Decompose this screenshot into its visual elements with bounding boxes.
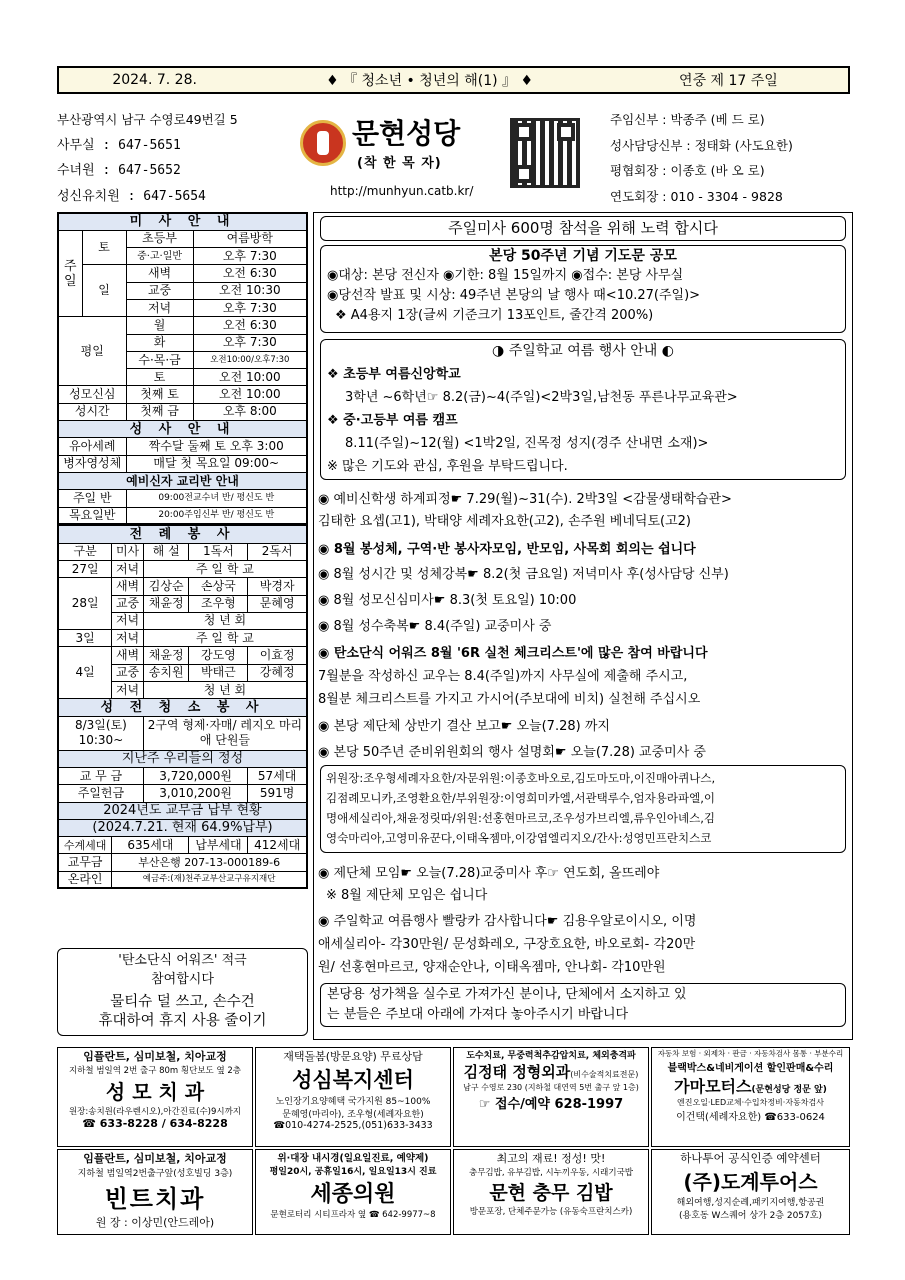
committee-line: 김점례모니카,조영환요한/부위원장:이영희미카엘,서관택루수,엄자용라파엘,이: [326, 791, 715, 805]
ad-line: 최고의 재료! 정성! 맛!: [496, 1152, 606, 1165]
mass: 저녁: [112, 630, 144, 647]
header-bar: [57, 66, 850, 94]
ad-dental-2: [57, 1149, 253, 1235]
mass: 저녁: [112, 612, 144, 629]
ad-line: 도수치료, 무중력척추감압치료, 체외충격파: [466, 1051, 636, 1061]
mass-kind: 중·고·일반: [126, 248, 193, 265]
ad-orthopedics: [453, 1047, 649, 1147]
parish-contacts: [57, 107, 238, 209]
name: 김상순: [143, 578, 189, 595]
ad-line: (비수술적치료전문): [570, 1070, 639, 1079]
paid-label: 납부세대: [189, 837, 248, 854]
sunday-offering-label: 주일헌금: [58, 785, 143, 802]
name: 박태근: [189, 664, 248, 681]
hymn-line: 본당용 성가책을 실수로 가져가신 분이나, 단체에서 소지하고 있: [327, 987, 687, 1002]
day: 28일: [58, 578, 112, 630]
day: 4일: [58, 647, 112, 699]
ad-name: 김정태 정형외과: [463, 1063, 571, 1081]
group: 주 일 학 교: [143, 630, 307, 647]
mass-time: 오후 7:30: [193, 334, 307, 351]
mass: 새벽: [112, 647, 144, 664]
tithe-amount: 3,720,000원: [143, 767, 247, 784]
notice-item: ※ 8월 제단체 모임은 쉽니다: [326, 888, 488, 903]
ad-welfare: [255, 1047, 451, 1147]
mass-kind: 토: [126, 369, 193, 386]
ad-line: 노인장기요양혜택 국가지원 85~100%: [275, 1097, 431, 1107]
prayer-line: ◉당선작 발표 및 시상: 49주년 본당의 날 행사 때<10.27(주일)>: [327, 288, 701, 303]
tithe-count: 57세대: [248, 767, 307, 784]
ad-phone: 이건택(세례자요한) ☎633-0624: [676, 1112, 825, 1123]
summer-line: 3학년 ~6학년☞ 8.2(금)~4(주일)<2박3일,남천동 푸른나무교육관>: [345, 390, 738, 405]
carbon-line-4: 휴대하여 휴지 사용 줄이기: [98, 1013, 267, 1029]
notice-item: ◉ 제단체 모임☛ 오늘(7.28)교중미사 후☞ 연도회, 올뜨레야: [318, 866, 660, 881]
summer-events: [320, 339, 846, 480]
name: 박경자: [248, 578, 307, 595]
mass-time: 오전10:00/오후7:30: [193, 351, 307, 368]
holy-hour-day: 첫째 금: [126, 403, 193, 420]
pastor: 주임신부 : 박종주 (베 드 로): [610, 112, 765, 127]
notice-item: ◉ 8월 성모신심미사☛ 8.3(첫 토요일) 10:00: [318, 593, 577, 608]
ad-phone: ☎010-4274-2525,(051)633-3433: [273, 1120, 433, 1131]
kinder-phone: 성신유치원 : 647-5654: [57, 188, 206, 204]
ad-tours: [651, 1149, 850, 1235]
ad-name: (주)도계투어스: [683, 1170, 818, 1194]
mass-time: 오전 10:00: [193, 369, 307, 386]
catechism-header: 예비신자 교리반 안내: [58, 472, 307, 489]
ad-line: 지하철 범일역2번출구앞(성호빌딩 3층): [77, 1169, 233, 1179]
summer-line: 8.11(주일)~12(월) <1박2일, 진목정 성지(경주 산내면 소재)>: [345, 436, 709, 451]
address: 부산광역시 남구 수영로49번길 5: [57, 112, 238, 127]
sick-label: 병자영성체: [58, 455, 126, 472]
ad-line: (문현성당 정문 앞): [751, 1085, 827, 1095]
name: 채윤정: [143, 595, 189, 612]
ad-line: 원 장 : 이상민(안드레아): [95, 1216, 215, 1229]
sunday-class: 주일 반: [58, 490, 126, 507]
holy-hour-time: 오후 8:00: [193, 403, 307, 420]
notice-item: ◉ 주일학교 여름행사 빨랑카 감사합니다☛ 김용우알로이시오, 이명: [318, 914, 697, 929]
ad-line: 지하철 범일역 2번 출구 80m 횡단보도 옆 2층: [69, 1066, 241, 1076]
prayer-title: 본당 50주년 기념 기도문 공모: [489, 248, 677, 264]
parish-motto: (착 한 목 자): [357, 156, 442, 171]
altar-service-table: [57, 525, 308, 889]
headline: 주일미사 600명 참석을 위해 노력 합시다: [320, 216, 846, 241]
ad-line: 임플란트, 심미보철, 치아교정: [83, 1152, 227, 1165]
prayer-contest: [320, 245, 846, 333]
mass-kind: 초등부: [126, 230, 193, 247]
left-column: [57, 212, 308, 889]
notice-item: 김태한 요셉(고1), 박태양 세례자요한(고2), 손주원 베네딕토(고2): [318, 514, 692, 529]
ad-clinic: [255, 1149, 451, 1235]
cleaning-team: 2구역 형제·자매/ 레지오 마리애 단원들: [143, 716, 307, 750]
sunday-offering-count: 591명: [248, 785, 307, 802]
household-value: 635세대: [112, 837, 189, 854]
thursday-class-value: 20:00주임신부 반/ 평신도 반: [126, 507, 307, 524]
assistant-priest: 성사담당신부 : 정태화 (사도요한): [610, 137, 793, 153]
mass-kind: 월: [126, 317, 193, 334]
holy-hour-label: 성시간: [58, 403, 126, 420]
ad-line: 원장:송치원(라우렌시오),아간진료(수)9시까지: [68, 1107, 242, 1117]
notice-item: 원/ 선홍현마르코, 양재순안나, 이태옥젬마, 안나회- 각10만원: [318, 960, 666, 975]
sunday-offering-amount: 3,010,200원: [143, 785, 247, 802]
hymnbook-notice: [320, 983, 846, 1027]
carbon-campaign: [57, 948, 308, 1036]
mass: 저녁: [112, 560, 144, 577]
summer-line: ❖ 초등부 여름신앙학교: [327, 367, 461, 382]
group: 청 년 회: [143, 682, 307, 699]
mass-header: 미 사 안 내: [58, 213, 307, 230]
ad-line: 해외여행,성지순례,패키지여행,항공권: [676, 1198, 825, 1208]
thursday-class: 목요일반: [58, 507, 126, 524]
tithe-label: 교 무 금: [58, 767, 143, 784]
year-theme: ♦ 『 청소년 • 청년의 해(1) 』 ♦: [326, 73, 534, 89]
sunday-label: 주일: [58, 230, 82, 316]
council-president: 평협회장 : 이종호 (바 오 로): [610, 163, 765, 178]
mass-time: 오전 6:30: [193, 317, 307, 334]
name: 강도영: [189, 647, 248, 664]
notice-item: ◉ 탄소단식 어워즈 8월 '6R 실천 체크리스트'에 많은 참여 바랍니다: [318, 646, 708, 661]
baptism-label: 유아세례: [58, 438, 126, 455]
col-head: 1독서: [189, 543, 248, 560]
ad-line: 방문포장, 단체주문가능 (유동숙프란치스카): [469, 1207, 633, 1217]
ad-line: 엔진오일·LED교체·수입차정비·자동차검사: [677, 1098, 824, 1107]
mass-time: 오후 7:30: [193, 299, 307, 316]
mass-time: 오전 10:30: [193, 282, 307, 299]
day: 27일: [58, 560, 112, 577]
sun-label: 일: [82, 265, 126, 317]
carbon-line-1: '탄소단식 어워즈' 적극: [118, 953, 247, 968]
mass-kind: 새벽: [126, 265, 193, 282]
baptism-value: 짝수달 둘째 토 오후 3:00: [126, 438, 307, 455]
office-phone: 사무실 : 647-5651: [57, 137, 181, 153]
name: 조우형: [189, 595, 248, 612]
account-holder: 예금주:(재)천주교부산교구유지재단: [112, 871, 307, 888]
mass-time: 오전 6:30: [193, 265, 307, 282]
ad-name: 문현 충무 김밥: [489, 1182, 613, 1204]
ad-gimbap: [453, 1149, 649, 1235]
committee-line: 명애세실리아,채윤정릿따/위원:선홍현마르코,조우성가브리엘,류우인아녜스,김: [326, 811, 715, 825]
online-label-2: 온라인: [58, 871, 112, 888]
name: 채윤정: [143, 647, 189, 664]
summer-line: ※ 많은 기도와 관심, 후원을 부탁드립니다.: [327, 459, 568, 474]
sick-value: 매달 첫 목요일 09:00~: [126, 455, 307, 472]
day: 3일: [58, 630, 112, 647]
online-label-1: 교무금: [58, 854, 112, 871]
paid-value: 412세대: [248, 837, 307, 854]
committee-list: [320, 765, 846, 853]
notice-item: ◉ 본당 제단체 상반기 결산 보고☛ 오늘(7.28) 까지: [318, 719, 610, 734]
ad-line: 재택돌봄(방문요양) 무료상담: [283, 1050, 423, 1063]
sat-label: 토: [82, 230, 126, 265]
notice-item: ◉ 8월 성수축복☛ 8.4(주일) 교중미사 중: [318, 619, 552, 634]
household-label: 수계세대: [58, 837, 112, 854]
parish-url[interactable]: http://munhyun.catb.kr/: [330, 184, 474, 198]
ad-name: 성 모 치 과: [105, 1080, 205, 1104]
heart-time: 오전 10:00: [193, 386, 307, 403]
convent-phone: 수녀원 : 647-5652: [57, 163, 181, 178]
hymn-line: 는 분들은 주보대 아래에 가져다 놓아주시기 바랍니다: [327, 1007, 629, 1022]
elder-president: 연도회장 : 010 - 3304 - 9828: [610, 188, 783, 204]
ad-phone: ☎ 633-8228 / 634-8228: [82, 1117, 228, 1130]
ad-line: (용호동 W스퀘어 상가 2층 2057호): [679, 1211, 822, 1221]
name: 문혜영: [248, 595, 307, 612]
heart-day: 첫째 토: [126, 386, 193, 403]
offering-header: 지난주 우리들의 정성: [58, 750, 307, 767]
parish-name: 문현성당: [352, 117, 461, 150]
mass: 새벽: [112, 578, 144, 595]
mass-kind: 저녁: [126, 299, 193, 316]
committee-line: 위원장:조우형세례자요한/자문위원:이종호바오로,김도마도마,이진매아퀴나스,: [326, 771, 716, 785]
ad-line: 블랙박스&네비게이션 할인판매&수리: [667, 1063, 834, 1074]
name: 송치원: [143, 664, 189, 681]
name: 손상국: [189, 578, 248, 595]
mass: 저녁: [112, 682, 144, 699]
ad-dental-1: [57, 1047, 253, 1147]
tithe-status-1: 2024년도 교무금 납부 현황: [58, 802, 307, 819]
carbon-line-2: 참여합시다: [151, 972, 214, 987]
ad-phone: ☞ 접수/예약 628-1997: [478, 1097, 624, 1112]
mass-kind: 수·목·금: [126, 351, 193, 368]
ad-line: 자동차 보험 · 외제차 · 판금 · 자동차검사 몸통 · 부분수리: [657, 1049, 844, 1058]
notice-item: 7월분을 작성하신 교우는 8.4(주일)까지 사무실에 제출해 주시고,: [318, 669, 688, 684]
ad-name: 성심복지센터: [292, 1067, 414, 1092]
ad-line: 충무김밥, 유부김밥, 시누끼우동, 시래기국밥: [468, 1168, 633, 1178]
summer-line: ❖ 중·고등부 여름 캠프: [327, 413, 458, 428]
heart-label: 성모신심: [58, 386, 126, 403]
bank-account: 부산은행 207-13-000189-6: [112, 854, 307, 871]
mass-kind: 화: [126, 334, 193, 351]
notice-item: ◉ 8월 봉성체, 구역·반 봉사자모임, 반모임, 사목회 회의는 쉽니다: [318, 542, 696, 557]
summer-title: ◑ 주일학교 여름 행사 안내 ◐: [492, 343, 674, 359]
ad-name: 세종의원: [310, 1182, 396, 1207]
notice-item: ◉ 8월 성시간 및 성체강복☛ 8.2(첫 금요일) 저녁미사 후(성사담당 신부): [318, 567, 729, 582]
cleaning-date: 8/3일(토) 10:30~: [58, 716, 143, 750]
clergy-list: [610, 107, 793, 209]
col-head: 해 설: [143, 543, 189, 560]
ad-line: 문혜영(마리아), 조우형(세례자요한): [282, 1110, 424, 1120]
liturgical-week: 연중 제 17 주일: [679, 73, 778, 89]
notice-item: 애세실리아- 각30만원/ 문성화레오, 구장호요한, 바오로회- 각20만: [318, 937, 696, 952]
tithe-status-2: (2024.7.21. 현재 64.9%납부): [58, 819, 307, 836]
mass: 교중: [112, 595, 144, 612]
sacrament-header: 성 사 안 내: [58, 421, 307, 438]
altar-header: 전 례 봉 사: [58, 526, 307, 543]
ad-line: 위·대장 내시경(일요일진료, 예약제): [277, 1153, 429, 1164]
mass-kind: 교중: [126, 282, 193, 299]
sunday-class-value: 09:00전교수녀 반/ 평신도 반: [126, 490, 307, 507]
mass-schedule-table: [57, 212, 308, 525]
notice-item: 8월분 체크리스트를 가지고 가시어(주보대에 비치) 실천해 주십시오: [318, 692, 701, 707]
carbon-line-3: 물티슈 덜 쓰고, 손수건: [110, 994, 255, 1010]
ad-line: 평일20시, 공휴일16시, 일요일13시 진료: [269, 1167, 437, 1177]
ad-line: 문현로터리 시티프라자 옆 ☎ 642-9977~8: [270, 1210, 436, 1220]
prayer-line: ◉대상: 본당 전신자 ◉기한: 8월 15일까지 ◉접수: 본당 사무실: [327, 268, 684, 283]
ad-line: 하나투어 공식인증 예약센터: [680, 1151, 821, 1165]
col-head: 미사: [112, 543, 144, 560]
col-head: 구분: [58, 543, 112, 560]
name: 강혜정: [248, 664, 307, 681]
ad-line: 남구 수영로 230 (지하철 대연역 5번 출구 앞 1층): [463, 1083, 639, 1092]
weekday-label: 평일: [58, 317, 126, 386]
notice-item: ◉ 본당 50주년 준비위원회의 행사 설명회☛ 오늘(7.28) 교중미사 중: [318, 745, 706, 760]
ad-motors: [651, 1047, 850, 1147]
qr-code-icon[interactable]: [510, 118, 580, 188]
mass-time: 여름방학: [193, 230, 307, 247]
issue-date: 2024. 7. 28.: [112, 72, 197, 88]
ad-name: 빈트치과: [104, 1185, 206, 1213]
mass-time: 오후 7:30: [193, 248, 307, 265]
mass: 교중: [112, 664, 144, 681]
col-head: 2독서: [248, 543, 307, 560]
ad-name: 가마모터스: [674, 1077, 752, 1096]
committee-line: 영숙마리아,고영미유꾼다,이태옥젬마,이강엽엘리지오/간사:성영민프란치스코: [326, 831, 712, 845]
group: 주 일 학 교: [143, 560, 307, 577]
ad-line: 임플란트, 심미보철, 치아교정: [83, 1050, 227, 1063]
name: 이효정: [248, 647, 307, 664]
parish-logo-icon: [300, 120, 346, 166]
prayer-line: ❖ A4용지 1장(글씨 기준크기 13포인트, 줄간격 200%): [335, 308, 654, 323]
group: 청 년 회: [143, 612, 307, 629]
notice-item: ◉ 예비신학생 하계피정☛ 7.29(월)~31(수). 2박3일 <감물생태학습관>: [318, 492, 732, 507]
cleaning-header: 성 전 청 소 봉 사: [58, 699, 307, 716]
